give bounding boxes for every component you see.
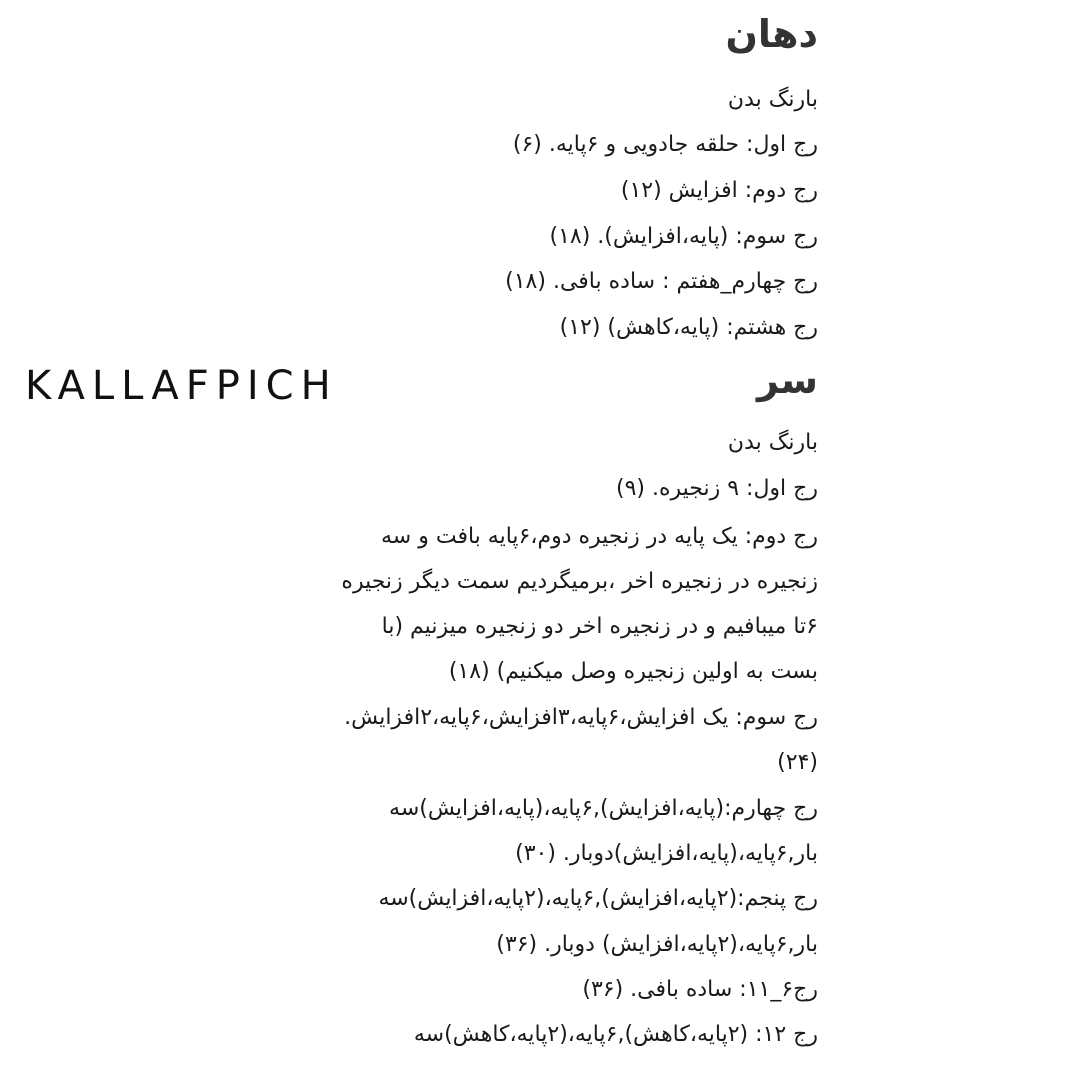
head-line-13: رج۶_۱۱: ساده بافی. (۳۶) — [582, 977, 818, 1002]
head-line-4: زنجیره در زنجیره اخر ،برمیگردیم سمت دیگر زنجیره — [341, 569, 818, 594]
head-line-8: (۲۴) — [777, 750, 818, 775]
mouth-heading: دهان — [725, 12, 818, 56]
mouth-line-6: رج هشتم: (پایه،کاهش) (۱۲) — [559, 315, 818, 340]
mouth-line-4: رج سوم: (پایه،افزایش). (۱۸) — [549, 224, 818, 249]
head-line-5: ۶تا میبافیم و در زنجیره اخر دو زنجیره میزنیم (با — [381, 614, 818, 639]
head-heading: سر — [756, 358, 818, 402]
head-line-14: رج ۱۲: (۲پایه،کاهش),۶پایه،(۲پایه،کاهش)سه — [413, 1022, 818, 1047]
head-line-11: رج پنجم:(۲پایه،افزایش),۶پایه،(۲پایه،افزایش)سه — [378, 886, 818, 911]
mouth-line-5: رج چهارم_هفتم : ساده بافی. (۱۸) — [505, 269, 818, 294]
head-line-3: رج دوم: یک پایه در زنجیره دوم،۶پایه بافت و سه — [381, 524, 818, 549]
head-line-12: بار,۶پایه،(۲پایه،افزایش) دوبار. (۳۶) — [496, 932, 818, 957]
head-line-1: بارنگ بدن — [727, 430, 818, 455]
brand-logo-text: KALLAFPICH — [25, 363, 338, 409]
head-line-10: بار,۶پایه،(پایه،افزایش)دوبار. (۳۰) — [515, 841, 818, 866]
mouth-line-1: بارنگ بدن — [727, 87, 818, 112]
mouth-line-3: رج دوم: افزایش (۱۲) — [620, 178, 818, 203]
head-line-6: بست به اولین زنجیره وصل میکنیم) (۱۸) — [448, 659, 818, 684]
head-line-7: رج سوم: یک افزایش،۶پایه،۳افزایش،۶پایه،۲افزایش. — [344, 705, 818, 730]
head-line-9: رج چهارم:(پایه،افزایش),۶پایه،(پایه،افزایش)سه — [389, 796, 818, 821]
mouth-line-2: رج اول: حلقه جادویی و ۶پایه. (۶) — [512, 132, 818, 157]
head-line-2: رج اول: ۹ زنجیره. (۹) — [615, 476, 818, 501]
